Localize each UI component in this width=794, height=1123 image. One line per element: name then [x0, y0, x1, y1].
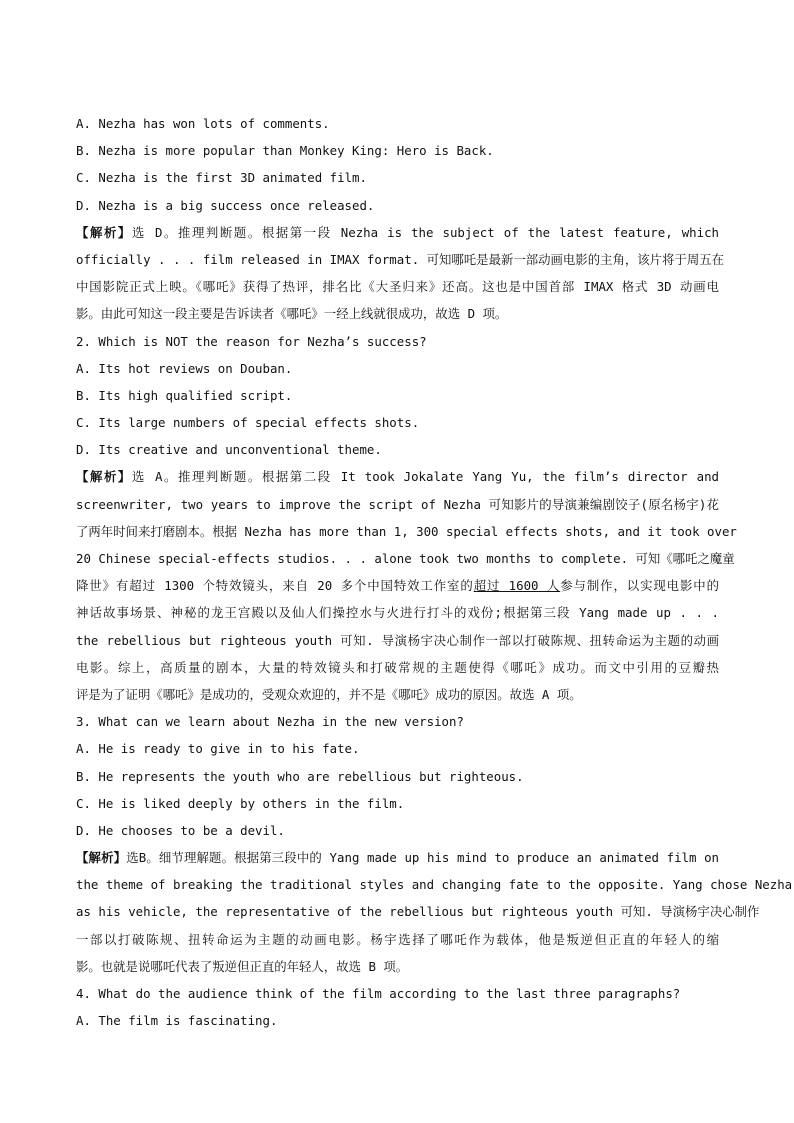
q2-stem: 2. Which is NOT the reason for Nezha’s success? [76, 333, 427, 349]
q3-option-d: D. He chooses to be a devil. [76, 822, 285, 838]
q3-stem: 3. What can we learn about Nezha in the new version? [76, 714, 464, 730]
q2-analysis-line-6: 神话故事场景、神秘的龙王宫殿以及仙人们操控水与火进行打斗的戏份;根据第三段 Yang made up . . . [76, 605, 719, 621]
analysis-tag: 【解析】 [76, 224, 132, 240]
q2-analysis-line-4: 20 Chinese special-effects studios. . . alone took two months to complete. 可知《哪吒之魔童 [76, 551, 735, 566]
q2-analysis-line-1: 【解析】选 A。推理判断题。根据第二段 It took Jokalate Yang Yu, the film’s director and [76, 469, 719, 485]
document-page [76, 114, 793, 1038]
q1-option-b: B. Nezha is more popular than Monkey King: Hero is Back. [76, 143, 494, 159]
q2-option-c: C. Its large numbers of special effects shots. [76, 415, 420, 431]
q3-option-b: B. He represents the youth who are rebellious but righteous. [76, 768, 524, 784]
q3-analysis-line-2: the theme of breaking the traditional styles and changing fate to the opposite. Yang chose Nezha [76, 877, 793, 893]
q1-analysis-line-2: officially . . . film released in IMAX format. 可知哪吒是最新一部动画电影的主角，该片将于周五在 [76, 251, 724, 267]
q2-option-b: B. Its high qualified script. [76, 387, 293, 403]
q3-option-a: A. He is ready to give in to his fate. [76, 741, 360, 757]
analysis-tag: 【解析】 [76, 469, 132, 485]
q3-analysis-line-3: as his vehicle, the representative of the rebellious but righteous youth 可知. 导演杨宇决心制作 [76, 904, 760, 920]
q1-analysis-line-3: 中国影院正式上映。《哪吒》获得了热评，排名比《大圣归来》还高。这也是中国首部 IMAX 格式 3D 动画电 [76, 279, 719, 295]
q3-analysis-line-5: 影。也就是说哪吒代表了叛逆但正直的年轻人，故选 B 项。 [76, 958, 409, 974]
q3-analysis-line-4: 一部以打破陈规、扭转命运为主题的动画电影。杨宇选择了哪吒作为载体，他是叛逆但正直的年轻人的缩 [76, 931, 719, 947]
q4-option-a: A. The film is fascinating. [76, 1013, 278, 1029]
q3-option-c: C. He is liked deeply by others in the film. [76, 795, 405, 811]
q4-stem: 4. What do the audience think of the film according to the last three paragraphs? [76, 986, 681, 1001]
q2-analysis-line-3: 了两年时间来打磨剧本。根据 Nezha has more than 1, 300 special effects shots, and it took over [76, 523, 737, 539]
q1-option-d: D. Nezha is a big success once released. [76, 197, 375, 213]
q2-option-a: A. Its hot reviews on Douban. [76, 360, 293, 376]
q2-analysis-line-9: 评是为了证明《哪吒》是成功的，受观众欢迎的，并不是《哪吒》成功的原因。故选 A 项。 [76, 686, 582, 702]
q2-analysis-line-8: 电影。综上，高质量的剧本，大量的特效镜头和打破常规的主题使得《哪吒》成功。而文中引用的豆瓣热 [76, 659, 719, 675]
analysis-tag: 【解析】 [76, 850, 127, 866]
q2-analysis-line-7: the rebellious but righteous youth 可知. 导演杨宇决心制作一部以打破陈规、扭转命运为主题的动画 [76, 632, 719, 648]
q1-analysis-line-4: 影。由此可知这一段主要是告诉读者《哪吒》一经上线就很成功，故选 D 项。 [76, 306, 508, 322]
q2-analysis-line-5: 降世》有超过 1300 个特效镜头，来自 20 多个中国特效工作室的超过 1600 人参与制作，以实现电影中的 [76, 578, 720, 594]
q3-analysis-line-1: 【解析】选B。细节理解题。根据第三段中的 Yang made up his mind to produce an animated film on [76, 850, 719, 866]
underlined-text: 超过 1600 人 [473, 578, 561, 594]
q1-analysis-line-1: 【解析】选 D。推理判断题。根据第一段 Nezha is the subject of the latest feature, which [76, 224, 719, 240]
q1-option-c: C. Nezha is the first 3D animated film. [76, 170, 367, 186]
q2-option-d: D. Its creative and unconventional theme. [76, 442, 382, 458]
q2-analysis-line-2: screenwriter, two years to improve the script of Nezha 可知影片的导演兼编剧饺子(原名杨宇)花 [76, 496, 719, 512]
q1-option-a: A. Nezha has won lots of comments. [76, 116, 330, 131]
